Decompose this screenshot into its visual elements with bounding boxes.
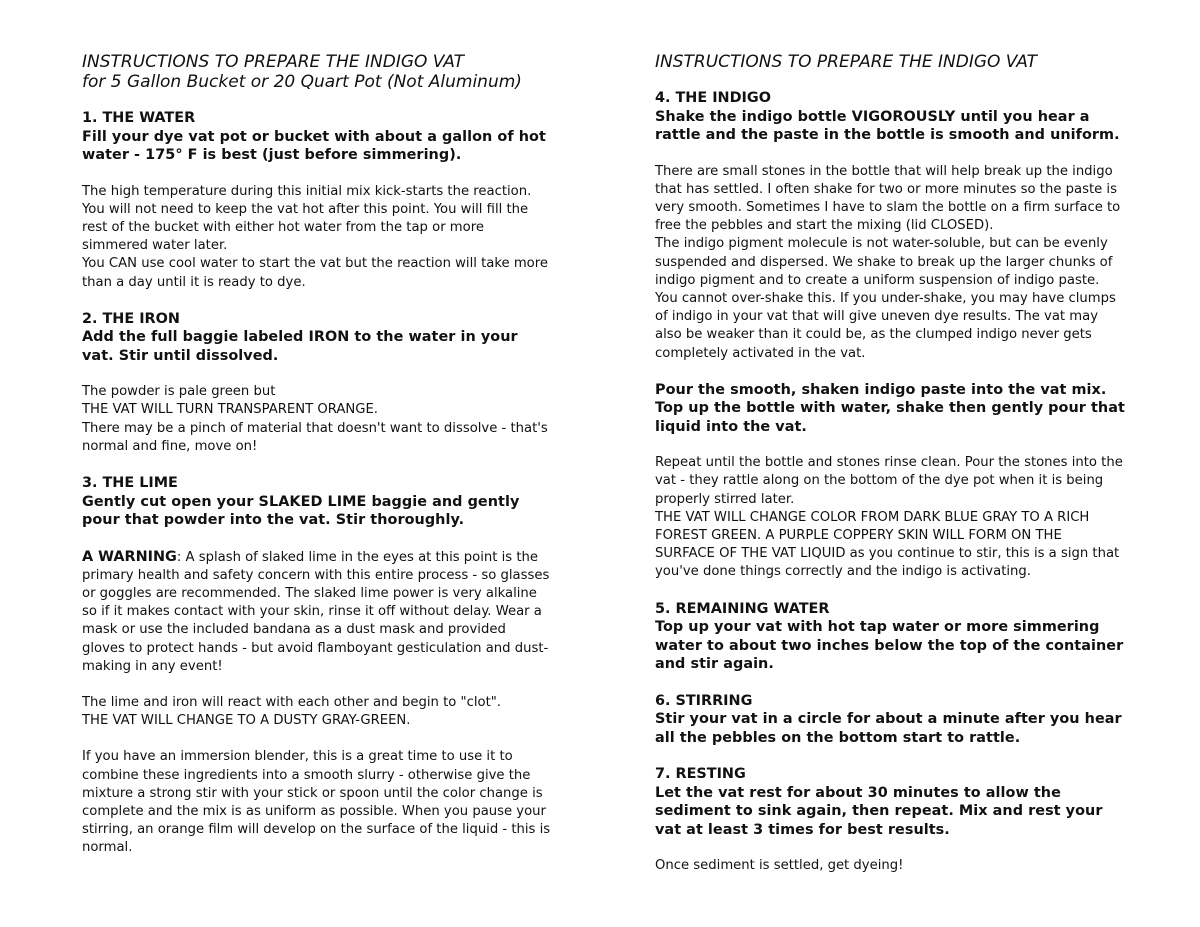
section-lead: Stir your vat in a circle for about a minute after you hear all the pebbles on the bottom start to rattle. bbox=[655, 711, 1122, 746]
section-lead: Pour the smooth, shaken indigo paste into the vat mix. Top up the bottle with water, shake then gently pour that liquid into the vat. bbox=[655, 381, 1125, 435]
section-heading: 4. THE INDIGO bbox=[655, 90, 771, 106]
section-lead: Let the vat rest for about 30 minutes to allow the sediment to sink again, then repeat. Mix and rest your vat at least 3 times for best results. bbox=[655, 784, 1103, 838]
section-heading: 3. THE LIME bbox=[82, 475, 178, 492]
paragraph: Repeat until the bottle and stones rinse clean. Pour the stones into the vat - they rattle along on the bottom of the dye pot when it is being properly stirred later. bbox=[655, 455, 1123, 507]
section-remaining-water bbox=[655, 600, 1125, 674]
left-title-line1: INSTRUCTIONS TO PREPARE THE INDIGO VAT bbox=[82, 52, 465, 72]
paragraph: THE VAT WILL TURN TRANSPARENT ORANGE. bbox=[82, 402, 378, 418]
paragraph: If you have an immersion blender, this is a great time to use it to combine these ingredients into a smooth slurry - otherwise give the mixture a strong stir with your stick or spoon until the color change is complete and the mix is as uniform as possible. When you pause your stirring, an orange film will develop on the surface of the liquid - this is normal. bbox=[82, 749, 551, 856]
section-heading: 7. RESTING bbox=[655, 766, 746, 783]
paragraph: THE VAT WILL CHANGE COLOR FROM DARK BLUE GRAY TO A RICH FOREST GREEN. A PURPLE COPPERY SKIN WILL FORM ON THE SURFACE OF THE VAT LIQUID as you continue to stir, this is a sign that you've done things correctly and the indigo is activating. bbox=[655, 509, 1120, 580]
section-lead: Shake the indigo bottle VIGOROUSLY until you hear a rattle and the paste in the bottle is smooth and uniform. bbox=[655, 108, 1120, 143]
paragraph: There are small stones in the bottle that will help break up the indigo that has settled. I often shake for two or more minutes so the paste is very smooth. Sometimes I have to slam the bottle on a firm surface to free the pebbles and start the mixing (lid CLOSED). bbox=[655, 163, 1121, 234]
paragraph: There may be a pinch of material that doesn't want to dissolve - that's normal and fine, move on! bbox=[82, 420, 548, 454]
warning-label: A WARNING bbox=[82, 548, 177, 565]
paragraph: The powder is pale green but bbox=[82, 384, 276, 400]
section-lead: Fill your dye vat pot or bucket with about a gallon of hot water - 175° F is best (just before simmering). bbox=[82, 128, 546, 163]
right-title: INSTRUCTIONS TO PREPARE THE INDIGO VAT bbox=[655, 52, 1038, 72]
section-iron bbox=[82, 310, 552, 456]
right-column bbox=[655, 52, 1125, 875]
section-heading: 2. THE IRON bbox=[82, 310, 180, 327]
section-lead: Gently cut open your SLAKED LIME baggie and gently pour that powder into the vat. Stir thoroughly. bbox=[82, 493, 520, 529]
section-lead: Add the full baggie labeled IRON to the water in your vat. Stir until dissolved. bbox=[82, 329, 518, 364]
section-heading: 1. THE WATER bbox=[82, 110, 196, 126]
paragraph: Once sediment is settled, get dyeing! bbox=[655, 858, 904, 874]
section-lime bbox=[82, 474, 552, 858]
warning-paragraph bbox=[82, 548, 552, 676]
section-water bbox=[82, 109, 552, 292]
paragraph: The lime and iron will react with each other and begin to "clot". bbox=[82, 694, 501, 710]
paragraph: The high temperature during this initial mix kick-starts the reaction. You will not need to keep the vat hot after this point. You will fill the rest of the bucket with either hot water from the tap or more simmered water later. bbox=[82, 183, 532, 254]
left-column bbox=[82, 52, 552, 858]
paragraph: THE VAT WILL CHANGE TO A DUSTY GRAY-GREEN. bbox=[82, 713, 411, 729]
section-indigo bbox=[655, 89, 1125, 582]
section-lead: Top up your vat with hot tap water or more simmering water to about two inches below the top of the container and stir again. bbox=[655, 619, 1124, 673]
section-heading: 5. REMAINING WATER bbox=[655, 600, 830, 617]
left-title-line2: for 5 Gallon Bucket or 20 Quart Pot (Not Aluminum) bbox=[82, 72, 522, 92]
paragraph: You CAN use cool water to start the vat but the reaction will take more than a day until it is ready to dye. bbox=[82, 256, 548, 290]
section-resting bbox=[655, 765, 1125, 875]
section-stirring bbox=[655, 692, 1125, 748]
paragraph: The indigo pigment molecule is not water-soluble, but can be evenly suspended and dispersed. We shake to break up the larger chunks of indigo pigment and to create a uniform suspension of indigo paste. You cannot over-shake this. If you under-shake, you may have clumps of indigo in your vat that will give uneven dye results. The vat may also be weaker than it could be, as the clumped indigo never gets completely activated in the vat. bbox=[655, 236, 1116, 361]
warning-text: : A splash of slaked lime in the eyes at this point is the primary health and safety concern with this entire process - so glasses or goggles are recommended. The slaked lime power is very alkaline so if it makes contact with your skin, rinse it off without delay. Wear a mask or use the included bandana as a dust mask and provided gloves to protect hands - but avoid flamboyant gesticulation and dust-making in any event! bbox=[82, 549, 550, 674]
section-heading: 6. STIRRING bbox=[655, 692, 753, 709]
